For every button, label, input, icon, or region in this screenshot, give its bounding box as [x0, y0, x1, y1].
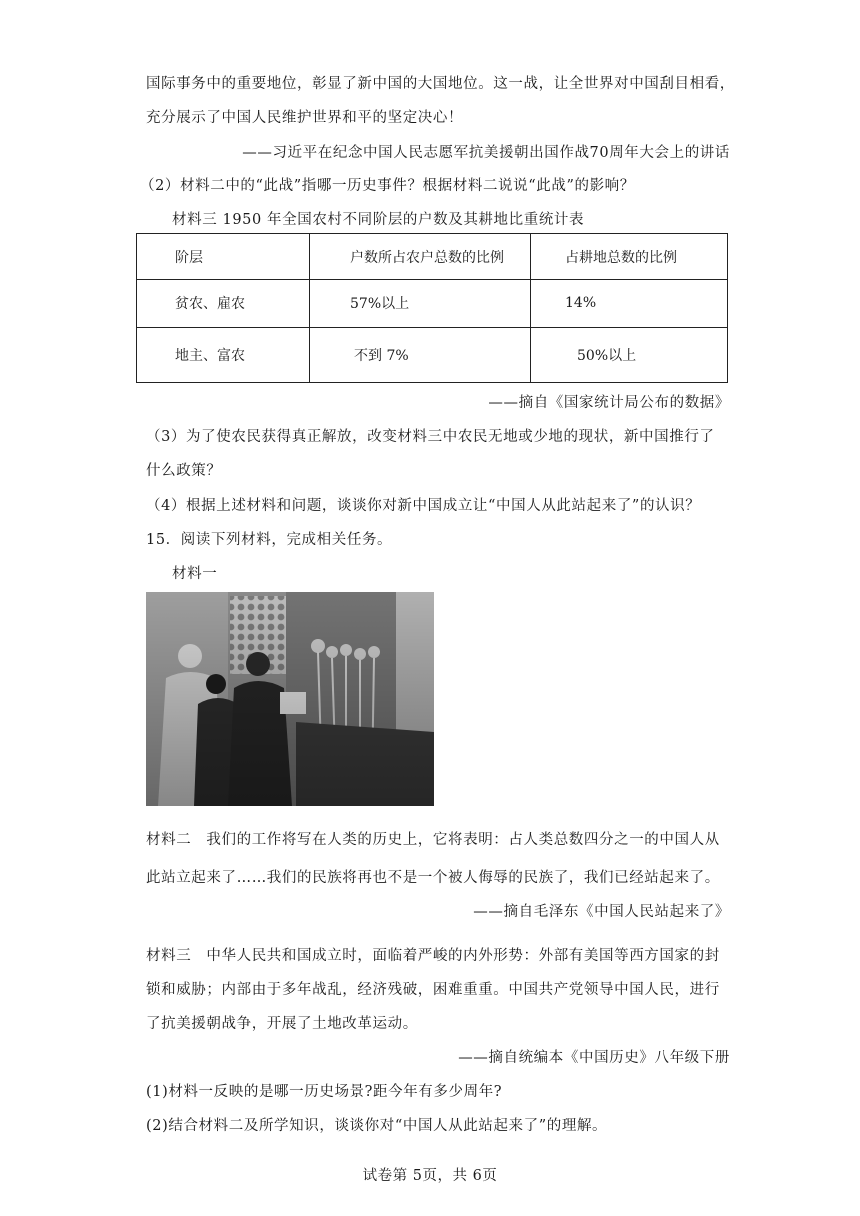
table-header-cell: 阶层 [175, 249, 203, 266]
table-cell: 50%以上 [577, 347, 637, 364]
question-2: (2)结合材料二及所学知识，谈谈你对“中国人从此站起来了”的理解。 [146, 1118, 608, 1134]
table-cell: 不到 7% [354, 347, 409, 364]
material-2-continued: 此站立起来了……我们的民族将再也不是一个被人侮辱的民族了，我们已经站起来了。 [146, 870, 720, 886]
source-citation: ——摘自统编本《中国历史》八年级下册 [458, 1050, 730, 1066]
material-3-continued: 锁和威胁；内部由于多年战乱，经济残破，困难重重。中国共产党领导中国人民，进行 [146, 982, 720, 998]
material-3: 材料三 中华人民共和国成立时，面临着严峻的内外形势：外部有美国等西方国家的封 [146, 948, 720, 964]
table-header-cell: 占耕地总数的比例 [565, 249, 677, 266]
material-1-label: 材料一 [172, 566, 218, 582]
photo-illustration [146, 592, 434, 806]
statistics-table [136, 233, 728, 383]
source-citation: ——摘自《国家统计局公布的数据》 [488, 395, 730, 411]
table-cell: 57%以上 [350, 296, 410, 313]
table-row [137, 280, 728, 327]
material-2: 材料二 我们的工作将写在人类的历史上，它将表明：占人类总数四分之一的中国人从 [146, 832, 720, 848]
table-header-cell: 户数所占农户总数的比例 [350, 249, 504, 266]
question-3-continued: 什么政策？ [146, 463, 222, 479]
source-citation: ——摘自毛泽东《中国人民站起来了》 [473, 904, 730, 920]
question-3: （3）为了使农民获得真正解放，改变材料三中农民无地或少地的现状，新中国推行了 [146, 429, 715, 445]
historical-photo [146, 592, 434, 806]
text-line: 充分展示了中国人民维护世界和平的坚定决心！ [146, 110, 464, 126]
source-citation: ——习近平在纪念中国人民志愿军抗美援朝出国作战70周年大会上的讲话 [242, 145, 730, 161]
page-footer: 试卷第 5页，共 6页 [362, 1168, 498, 1184]
question-15-intro: 15．阅读下列材料，完成相关任务。 [146, 532, 393, 548]
table-cell: 14% [565, 295, 597, 312]
table-title: 材料三 1950 年全国农村不同阶层的户数及其耕地比重统计表 [172, 212, 585, 228]
question-4: （4）根据上述材料和问题，谈谈你对新中国成立让“中国人从此站起来了”的认识？ [146, 498, 701, 514]
table-cell: 地主、富农 [175, 347, 245, 364]
question-1: (1)材料一反映的是哪一历史场景?距今年有多少周年? [146, 1084, 503, 1100]
material-3-continued: 了抗美援朝战争，开展了土地改革运动。 [146, 1016, 418, 1032]
text-line: 国际事务中的重要地位，彰显了新中国的大国地位。这一战，让全世界对中国刮目相看， [146, 76, 735, 92]
question-2: （2）材料二中的“此战”指哪一历史事件？根据材料二说说“此战”的影响？ [140, 178, 635, 194]
table-cell: 贫农、雇农 [175, 296, 245, 313]
table-header-row [137, 234, 728, 280]
table-row [137, 327, 728, 382]
